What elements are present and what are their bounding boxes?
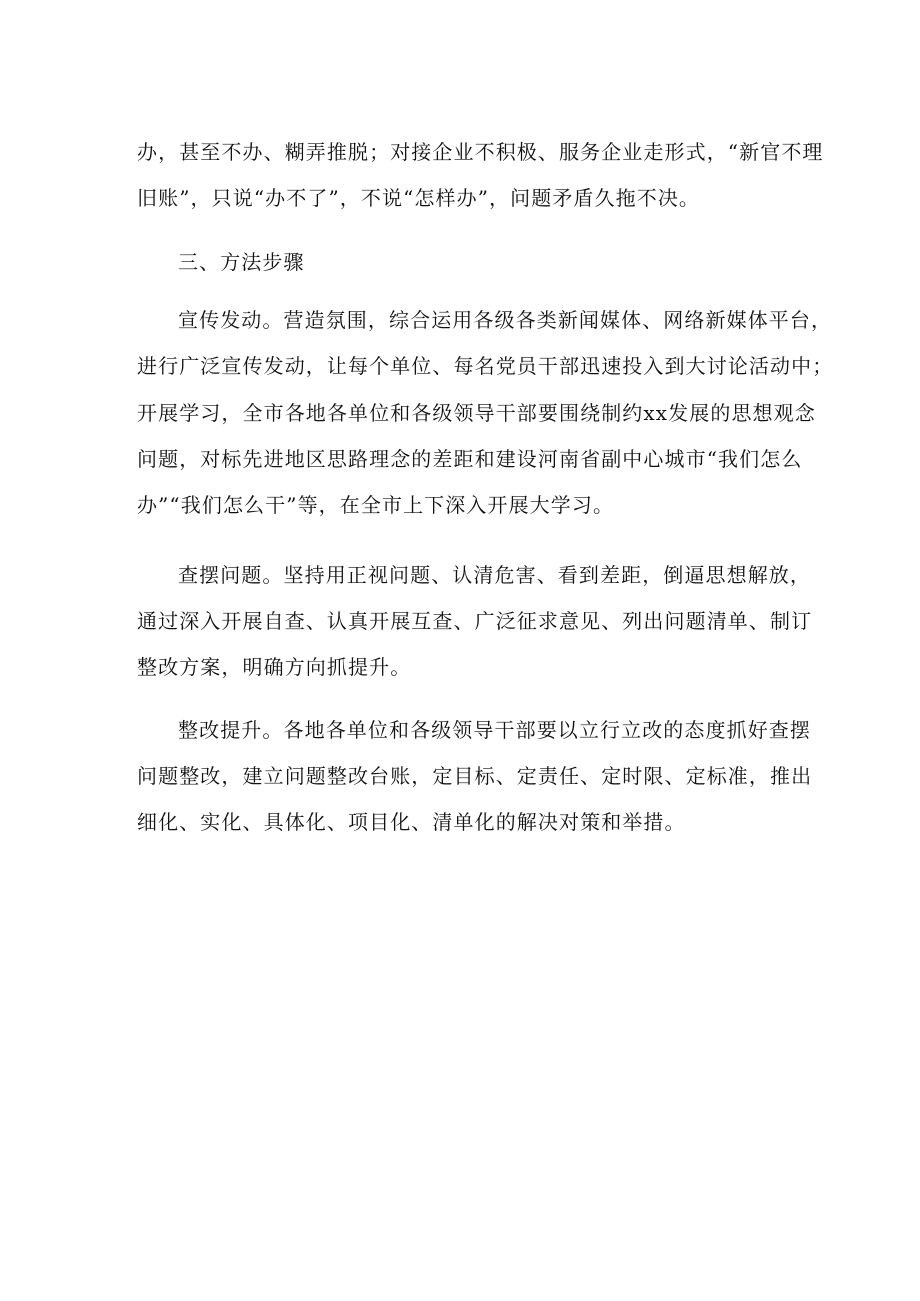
paragraph-line: 整改提升。各地各单位和各级领导干部要以立行立改的态度抓好查摆 [178,718,811,742]
paragraph-line: 问题整改，建立问题整改台账，定目标、定责任、定时限、定标准，推出 [137,764,813,788]
paragraph-line: 查摆问题。坚持用正视问题、认清危害、看到差距，倒逼思想解放， [178,563,811,587]
section-heading: 三、方法步骤 [178,250,305,274]
paragraph-line: 办，甚至不办、糊弄推脱；对接企业不积极、服务企业走形式，“新官不理 [137,140,824,164]
paragraph-line: 问题，对标先进地区思路理念的差距和建设河南省副中心城市“我们怎么 [137,447,803,471]
paragraph-line: 进行广泛宣传发动，让每个单位、每名党员干部迅速投入到大讨论活动中； [137,354,834,378]
paragraph-line: 宣传发动。营造氛围，综合运用各级各类新闻媒体、网络新媒体平台， [178,308,833,332]
paragraph-line: 整改方案，明确方向抓提升。 [137,655,412,679]
paragraph-line: 旧账”，只说“办不了”，不说“怎样办”，问题矛盾久拖不决。 [137,186,701,210]
paragraph-line: 办”“我们怎么干”等，在全市上下深入开展大学习。 [137,493,615,517]
paragraph-line: 通过深入开展自查、认真开展互查、广泛征求意见、列出问题清单、制订 [137,609,813,633]
paragraph-line: 细化、实化、具体化、项目化、清单化的解决对策和举措。 [137,810,686,834]
paragraph-line: 开展学习，全市各地各单位和各级领导干部要围绕制约xx发展的思想观念 [137,401,816,425]
